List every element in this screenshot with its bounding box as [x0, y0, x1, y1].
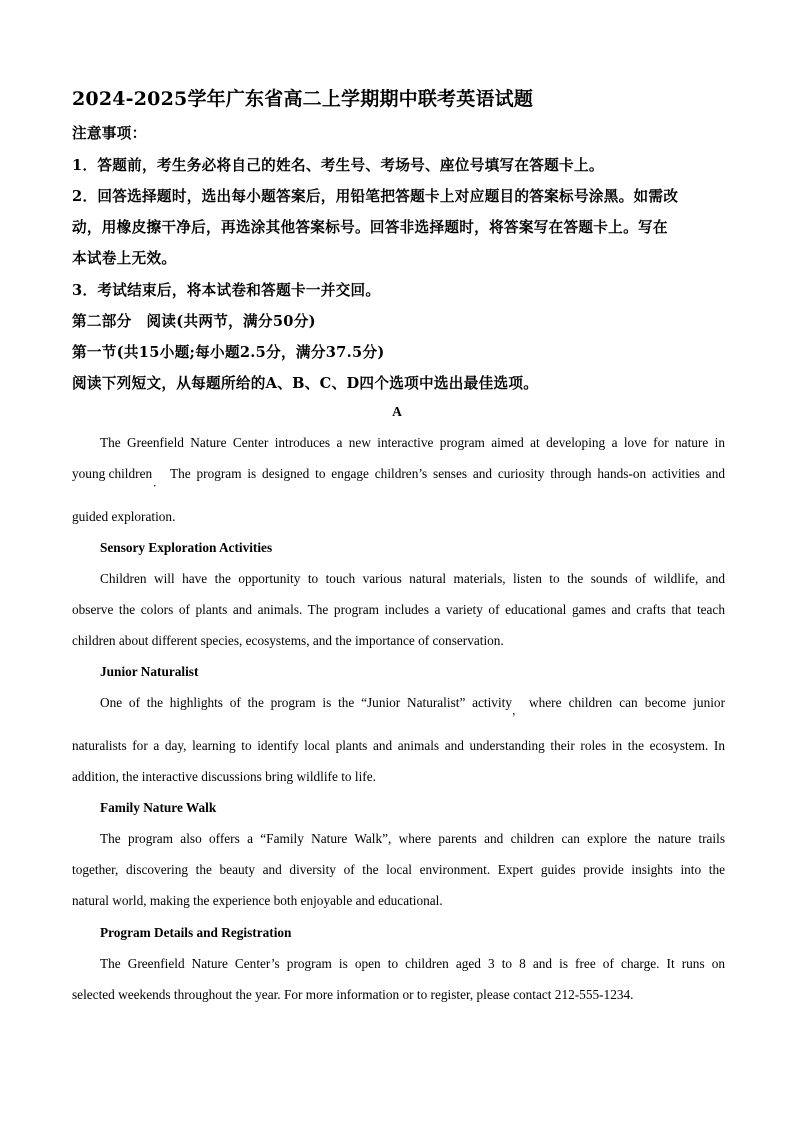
section-part-heading: 第二部分 阅读(共两节，满分50分) [72, 313, 316, 330]
para-4-line-2: together, discovering the beauty and diversity of the local environment. Expert guides provide insights into the [72, 862, 725, 877]
para-1-line-1: The Greenfield Nature Center introduces a new interactive program aimed at developing a love for nature in [100, 435, 725, 450]
heading-family-walk: Family Nature Walk [100, 800, 217, 815]
section-instruction: 阅读下列短文，从每题所给的A、B、C、D四个选项中选出最佳选项。 [72, 375, 539, 392]
notice-item-2-line-1: 2．回答选择题时，选出每小题答案后，用铅笔把答题卡上对应题目的答案标号涂黑。如需改 [72, 188, 679, 205]
notice-heading: 注意事项： [72, 125, 147, 142]
para-5-line-2: selected weekends throughout the year. For more information or to register, please contact 212-555-1234. [72, 987, 634, 1002]
para-3-line-1a: One of the highlights of the program is the “Junior Naturalist” activity [100, 695, 512, 710]
page-title: 2024-2025学年广东省高二上学期期中联考英语试题 [72, 88, 534, 110]
para-1-line-2b: The program is designed to engage children’s senses and curiosity through hands-on activities and [170, 466, 725, 481]
para-3-line-1b: where children can become junior [529, 695, 725, 710]
heading-junior-naturalist: Junior Naturalist [100, 664, 199, 679]
para-3-stray-mark: ， [512, 705, 523, 717]
notice-item-2-line-3: 本试卷上无效。 [72, 250, 177, 267]
para-3-line-3: addition, the interactive discussions bring wildlife to life. [72, 769, 376, 784]
passage-letter: A [392, 404, 402, 419]
para-4-line-1: The program also offers a “Family Nature Walk”, where parents and children can explore the nature trails [100, 831, 725, 846]
heading-program-details: Program Details and Registration [100, 925, 292, 940]
section-sub-heading: 第一节(共15小题;每小题2.5分，满分37.5分) [72, 344, 385, 361]
para-1-line-2a: young children [72, 466, 153, 481]
notice-item-3: 3．考试结束后，将本试卷和答题卡一并交回。 [72, 282, 381, 299]
para-1-stray-mark: ． [153, 477, 164, 489]
heading-sensory: Sensory Exploration Activities [100, 540, 273, 555]
notice-item-1: 1．答题前，考生务必将自己的姓名、考生号、考场号、座位号填写在答题卡上。 [72, 157, 604, 174]
para-2-line-2: observe the colors of plants and animals. The program includes a variety of educational games and crafts that teach [72, 602, 725, 617]
notice-item-2-line-2: 动，用橡皮擦干净后，再选涂其他答案标号。回答非选择题时，将答案写在答题卡上。写在 [72, 219, 668, 236]
para-1-line-3: guided exploration. [72, 509, 176, 524]
para-2-line-3: children about different species, ecosystems, and the importance of conservation. [72, 633, 504, 648]
para-3-line-2: naturalists for a day, learning to identify local plants and animals and understanding their roles in the ecosystem. In [72, 738, 725, 753]
para-4-line-3: natural world, making the experience both enjoyable and educational. [72, 893, 443, 908]
para-5-line-1: The Greenfield Nature Center’s program is open to children aged 3 to 8 and is free of charge. It runs on [100, 956, 725, 971]
para-2-line-1: Children will have the opportunity to touch various natural materials, listen to the sounds of wildlife, and [100, 571, 725, 586]
